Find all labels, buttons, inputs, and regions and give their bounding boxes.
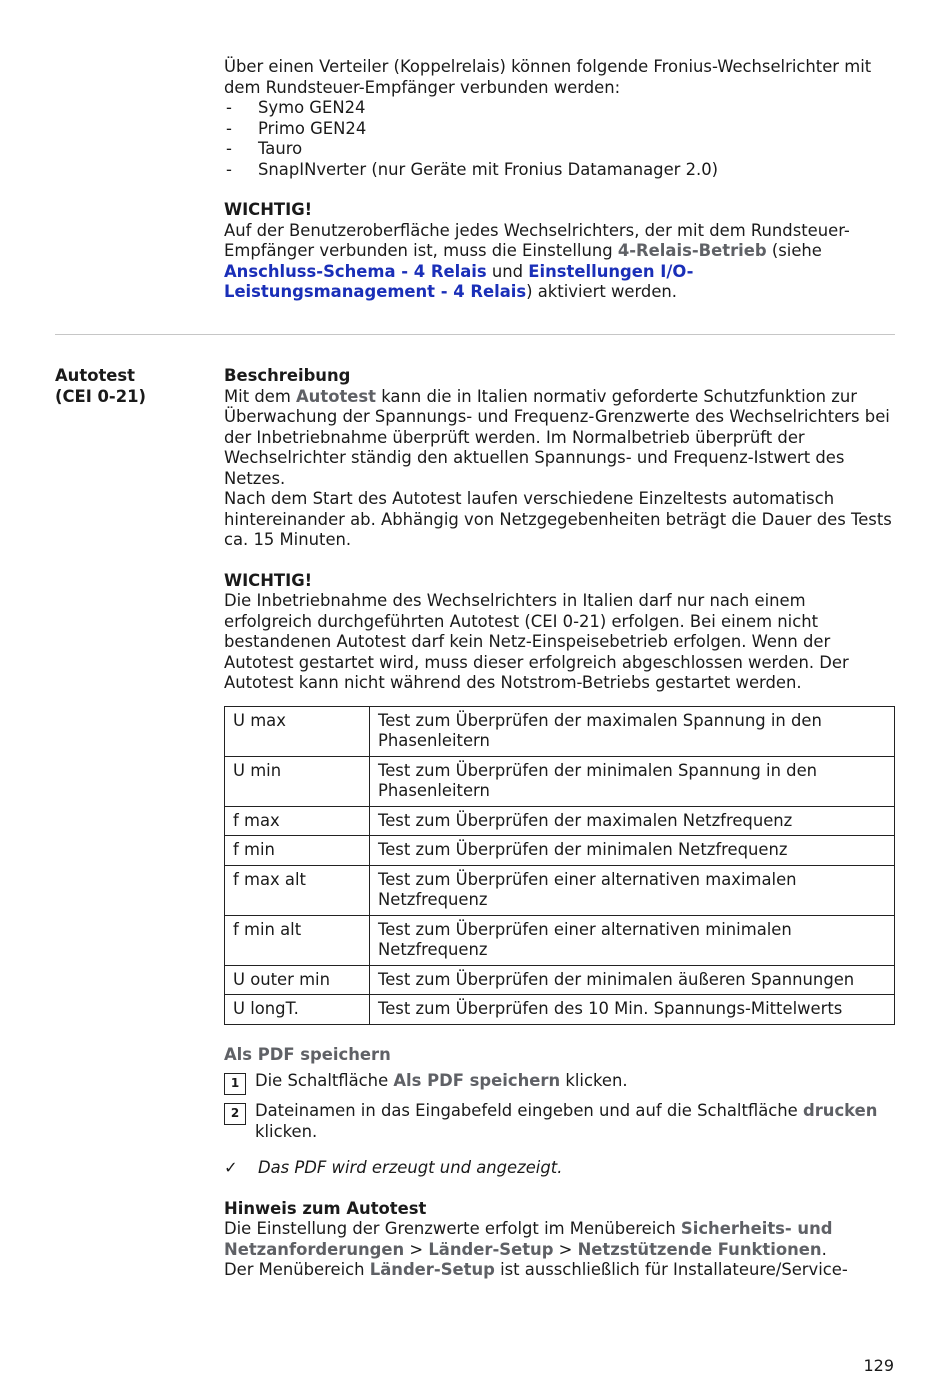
test-name-cell: f max alt [225, 865, 370, 915]
test-name-cell: f max [225, 806, 370, 836]
list-item: - Tauro [224, 139, 896, 160]
step-2 [224, 1101, 896, 1142]
note-part: . [821, 1239, 827, 1259]
step-text-part: Die Schaltfläche [255, 1071, 394, 1090]
test-name-cell: f min [225, 836, 370, 866]
note-heading: Hinweis zum Autotest [224, 1198, 427, 1218]
step-text [255, 1101, 896, 1142]
step-text-part: klicken. [560, 1071, 628, 1090]
inverter-list [224, 98, 896, 180]
test-name-cell: f min alt [225, 915, 370, 965]
result-text: Das PDF wird erzeugt und angezeigt. [258, 1158, 563, 1177]
important-text-part: und [486, 261, 529, 281]
table-row [225, 995, 895, 1025]
test-name-cell: U longT. [225, 995, 370, 1025]
menu-term-grid-functions: Netzstützende Funktionen [577, 1239, 822, 1259]
step-number: 1 [224, 1073, 246, 1095]
table-row [225, 965, 895, 995]
section-label [55, 366, 215, 407]
step-1 [224, 1071, 896, 1095]
description-text-2: Nach dem Start des Autotest laufen verschiedene Einzeltests automatisch hintereinander ab. Abhängig von Netzgegebenheiten beträgt die Dauer des Tests ca. 15 Minuten. [224, 489, 892, 549]
connection-schema-link[interactable]: Anschluss-Schema - 4 Relais [224, 261, 487, 281]
autotest-section [224, 366, 896, 1281]
list-item: - Primo GEN24 [224, 119, 896, 140]
table-row [225, 756, 895, 806]
important-text-2: Die Inbetriebnahme des Wechselrichters in Italien darf nur nach einem erfolgreich durchgeführten Autotest (CEI 0-21) erfolgen. Bei einem nicht bestandenen Autotest darf kein Netz-Einspeisebetrieb erfolgen. Wenn der Autotest gestartet wird, muss dieser erfolgreich abgeschlossen werden. Der Autotest kann nicht während des Notstrom-Betriebs gestartet werden. [224, 591, 849, 692]
important-text [224, 221, 896, 303]
table-row [225, 836, 895, 866]
note-part: Der Menübereich [224, 1260, 370, 1279]
note-part: Die Einstellung der Grenzwerte erfolgt im Menübereich [224, 1219, 681, 1238]
relay-mode-term: 4-Relais-Betrieb [617, 241, 767, 260]
step-text-part: klicken. [255, 1121, 318, 1141]
important-text-part: (siehe [766, 241, 822, 260]
table-row [225, 865, 895, 915]
test-description-cell: Test zum Überprüfen einer alternativen minimalen Netzfrequenz [370, 915, 895, 965]
result-line [224, 1158, 896, 1179]
step-text-part: Dateinamen in das Eingabefeld eingeben und auf die Schaltfläche [255, 1101, 803, 1120]
note-text [224, 1219, 896, 1260]
important-heading: WICHTIG! [224, 200, 313, 219]
description-part: kann die in Italien normativ geforderte Schutzfunktion zur Überwachung der Spannungs- und Frequenz-Grenzwerte des Wechselrichters bei der Inbetriebnahme überprüft werden. Im Normalbetrieb überprüft der Wechselrichter ständig den aktuellen Spannungs- und Frequenz-Istwert des Netzes. [224, 386, 890, 488]
test-description-cell: Test zum Überprüfen der minimalen Netzfrequenz [370, 836, 895, 866]
menu-term-country-setup: Länder-Setup [369, 1260, 495, 1279]
autotest-term: Autotest [296, 386, 376, 406]
test-name-cell: U outer min [225, 965, 370, 995]
section-label-line1: Autotest [55, 366, 135, 385]
list-item: - SnapINverter (nur Geräte mit Fronius Datamanager 2.0) [224, 160, 896, 181]
test-name-cell: U min [225, 756, 370, 806]
section-label-line2: (CEI 0-21) [55, 386, 147, 406]
test-description-cell: Test zum Überprüfen der minimalen äußeren Spannungen [370, 965, 895, 995]
note-part: > [553, 1239, 578, 1259]
important-text-part: Auf der Benutzeroberfläche jedes Wechselrichters, der mit dem Rundsteuer-Empfänger verbunden ist, muss die Einstellung [224, 220, 850, 260]
test-description-cell: Test zum Überprüfen einer alternativen maximalen Netzfrequenz [370, 865, 895, 915]
description-part: Mit dem [224, 386, 296, 406]
description-heading: Beschreibung [224, 366, 351, 385]
print-term: drucken [802, 1101, 878, 1120]
step-text [255, 1071, 628, 1092]
menu-term-safety: Sicherheits- und Netzanforderungen [224, 1219, 833, 1259]
intro-block [224, 57, 896, 303]
test-name-cell: U max [225, 706, 370, 756]
step-number: 2 [224, 1103, 246, 1125]
table-row [225, 806, 895, 836]
pdf-heading: Als PDF speichern [224, 1044, 391, 1064]
note-part: > [404, 1239, 429, 1259]
note-part: ist ausschließlich für Installateure/Service- [494, 1260, 848, 1279]
page-number: 129 [863, 1356, 894, 1375]
important-heading-2: WICHTIG! [224, 570, 313, 590]
table-row [225, 915, 895, 965]
section-divider [55, 334, 895, 335]
autotest-table [224, 706, 895, 1025]
description-text [224, 387, 896, 490]
list-item: - Symo GEN24 [224, 98, 896, 119]
test-description-cell: Test zum Überprüfen des 10 Min. Spannungs-Mittelwerts [370, 995, 895, 1025]
intro-text: Über einen Verteiler (Koppelrelais) können folgende Fronius-Wechselrichter mit dem Rundsteuer-Empfänger verbunden werden: [224, 57, 872, 97]
test-description-cell: Test zum Überprüfen der minimalen Spannung in den Phasenleitern [370, 756, 895, 806]
menu-term-country-setup: Länder-Setup [428, 1239, 554, 1259]
test-description-cell: Test zum Überprüfen der maximalen Spannung in den Phasenleitern [370, 706, 895, 756]
io-settings-link[interactable]: Einstellungen I/O-Leistungsmanagement - 4 Relais [224, 261, 694, 301]
save-pdf-term: Als PDF speichern [393, 1071, 561, 1090]
checkmark-icon: ✓ [224, 1158, 238, 1177]
table-row [225, 706, 895, 756]
note-text-2 [224, 1260, 896, 1281]
test-description-cell: Test zum Überprüfen der maximalen Netzfrequenz [370, 806, 895, 836]
important-text-part: ) aktiviert werden. [526, 282, 678, 301]
